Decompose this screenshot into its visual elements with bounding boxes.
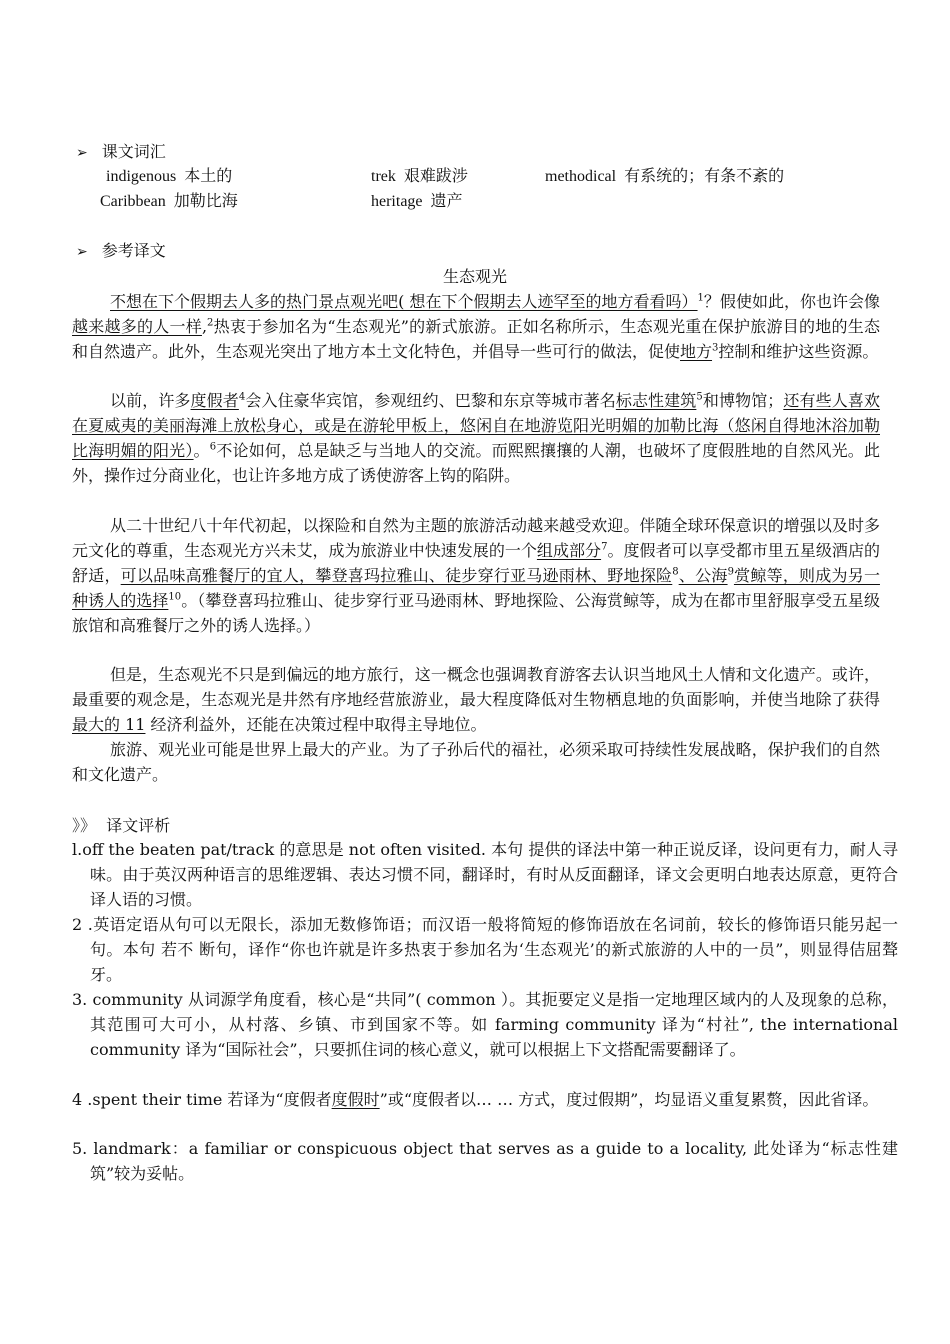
article-title: 生态观光 bbox=[442, 267, 507, 286]
article-paragraph-3 bbox=[72, 513, 880, 638]
note-number: 4 . bbox=[72, 1090, 93, 1109]
vocab-term: trek bbox=[371, 168, 396, 185]
article-paragraph-5 bbox=[72, 737, 880, 787]
underlined-phrase: 度假者 bbox=[190, 391, 239, 410]
vocab-item bbox=[100, 188, 238, 214]
vocab-term: heritage bbox=[371, 193, 423, 210]
note-ref: 10 bbox=[168, 591, 182, 603]
note-ref: 3 bbox=[712, 342, 719, 354]
underlined-phrase: 不想在下个假期去人多的热门景点观光吧( 想在下个假期去人迹罕至的地方看看吗） bbox=[110, 292, 698, 311]
note-text: landmark：a familiar or conspicuous object that serves as a guide to a locality, 此处译为“标志性建筑”较为妥帖。 bbox=[87, 1139, 898, 1183]
note-ref: 5 bbox=[696, 391, 703, 403]
vocab-term: indigenous bbox=[106, 168, 177, 185]
arrow-bullet-icon: ➢ bbox=[76, 145, 88, 161]
article-paragraph-4 bbox=[72, 662, 880, 737]
note-item-5 bbox=[72, 1136, 898, 1186]
note-item-2 bbox=[72, 912, 898, 987]
article-paragraph-2 bbox=[72, 388, 880, 488]
note-item-4 bbox=[72, 1087, 898, 1112]
text: 从二十世纪八十年代初起，以探险和自然为主题的旅游活动越来越受欢迎。伴随全球环保意识的增强以及时多元文化的尊重，生态观光方兴未艾，成为旅游业中快速发展的一个 bbox=[72, 516, 880, 560]
note-item-1 bbox=[72, 837, 898, 912]
note-ref: 8 bbox=[672, 566, 679, 578]
note-number: 2 . bbox=[72, 915, 93, 934]
translation-heading-text: 参考译文 bbox=[101, 241, 166, 260]
text: 以前，许多 bbox=[110, 391, 191, 410]
vocab-section-heading bbox=[76, 139, 166, 166]
note-ref: 1 bbox=[697, 292, 704, 304]
arrow-bullet-icon: ➢ bbox=[76, 244, 88, 260]
underlined-phrase: 标志性建筑 bbox=[615, 391, 697, 410]
text: 和博物馆； bbox=[702, 391, 784, 410]
note-ref: 4 bbox=[238, 391, 246, 403]
text: 。（攀登喜玛拉雅山、徒步穿行亚马逊雨林、野地探险、公海赏鲸等，成为在都市里舒服享受五星级旅馆和高雅餐厅之外的诱人选择。） bbox=[72, 591, 880, 635]
notes-section-heading bbox=[72, 813, 170, 838]
note-ref: 2 bbox=[207, 317, 214, 329]
note-text: spent their time 若译为“度假者 bbox=[92, 1090, 332, 1109]
translation-section-heading bbox=[76, 238, 166, 265]
vocab-meaning: 有系统的；有条不紊的 bbox=[624, 166, 785, 185]
vocab-term: methodical bbox=[545, 168, 617, 185]
text: 经济利益外，还能在决策过程中取得主导地位。 bbox=[145, 715, 487, 734]
vocab-meaning: 艰难跋涉 bbox=[403, 166, 468, 185]
underlined-phrase: 度假时 bbox=[331, 1090, 380, 1109]
underlined-phrase: 地方 bbox=[680, 342, 713, 361]
vocab-heading-text: 课文词汇 bbox=[101, 142, 166, 161]
note-ref: 7 bbox=[601, 541, 608, 553]
note-number: l. bbox=[72, 840, 83, 859]
note-text: community 从词源学角度看，核心是“共同”( common ）。其扼要定义是指一定地理区域内的人及现象的总称，其范围可大可小，从村落、乡镇、市到国家不等。如 farming community 译为“村社”, the international community 译为“国际社会”，只要抓住词的核心意义，就可以根据上下文搭配需要翻译了。 bbox=[87, 990, 898, 1059]
text: ？假使如此，你也许会像 bbox=[703, 292, 880, 311]
note-ref: 6 bbox=[209, 441, 217, 453]
vocab-item bbox=[371, 163, 468, 189]
text: , bbox=[201, 317, 208, 336]
article-paragraph-1 bbox=[72, 289, 880, 364]
vocab-item bbox=[371, 188, 463, 214]
text: 旅游、观光业可能是世界上最大的产业。为了子孙后代的福社，必须采取可持续性发展战略，保护我们的自然和文化遗产。 bbox=[72, 740, 880, 784]
underlined-phrase: 、公海 bbox=[678, 566, 728, 585]
vocab-meaning: 遗产 bbox=[430, 191, 463, 210]
vocab-item bbox=[545, 163, 784, 189]
note-number: 5. bbox=[72, 1139, 88, 1158]
double-chevron-icon: 》》 bbox=[72, 816, 97, 835]
notes-heading-text: 译文评析 bbox=[106, 816, 171, 835]
text: 不论如何，总是缺乏与当地人的交流。而熙熙攘攘的人潮，也破坏了度假胜地的自然风光。此外，操作过分商业化，也让许多地方成了诱使游客上钩的陷阱。 bbox=[72, 441, 880, 485]
text: 。度假者可以享受都市里五星级酒店的舒适， bbox=[72, 541, 880, 585]
text: 控制和维护这些资源。 bbox=[718, 342, 879, 361]
underlined-phrase: 还有些人喜欢在夏威夷的美丽海滩上放松身心，或是在游轮甲板上，悠闲自在地游览阳光明媚的加勒比海（悠闲自得地沐浴加勒比海明媚的阳光） bbox=[72, 391, 880, 460]
text: 会入住豪华宾馆，参观纽约、巴黎和东京等城市著名 bbox=[245, 391, 616, 410]
underlined-phrase: 可以品味高雅餐厅的宜人，攀登喜玛拉雅山、徒步穿行亚马逊雨林、野地探险 bbox=[120, 566, 673, 585]
note-item-3 bbox=[72, 987, 898, 1062]
text: 。 bbox=[193, 441, 210, 460]
note-text: ”或“度假者以… … 方式，度过假期”，均显语义重复累赘，因此省译。 bbox=[379, 1090, 879, 1109]
note-number: 3. bbox=[72, 990, 88, 1009]
underlined-phrase: 最大的 bbox=[72, 715, 121, 734]
note-text: off the beaten pat/track 的意思是 not often visited. 本句 提供的译法中第一种正说反译，设问更有力，耐人寻味。由于英汉两种语言的思维逻辑、表达习惯不同，翻译时，有时从反面翻译，译文会更明白地表达原意，更符合译人语的习惯。 bbox=[82, 840, 898, 909]
text: 热衷于参加名为“生态观光”的新式旅游。正如名称所示，生态观光重在保护旅游目的地的生态和自然遗产。此外，生态观光突出了地方本土文化特色，并倡导一些可行的做法，促使 bbox=[72, 317, 880, 361]
underlined-phrase: 组成部分 bbox=[536, 541, 602, 560]
vocab-item bbox=[106, 163, 232, 189]
vocab-term: Caribbean bbox=[100, 193, 166, 210]
note-ref-inline: 11 bbox=[120, 715, 146, 734]
note-text: 英语定语从句可以无限长，添加无数修饰语；而汉语一般将简短的修饰语放在名词前，较长的修饰语只能另起一句。本句 若不 断句，译作“你也许就是许多热衷于参加名为‘生态观光’的新式旅游的人中的一员”，则显得佶屈聱牙。 bbox=[90, 915, 898, 984]
vocab-meaning: 本土的 bbox=[184, 166, 233, 185]
note-ref: 9 bbox=[727, 566, 734, 578]
underlined-phrase: 越来越多的人一样 bbox=[72, 317, 202, 336]
underlined-phrase: 赏鲸等，则成为另一种诱人的选择 bbox=[72, 566, 880, 610]
vocab-meaning: 加勒比海 bbox=[173, 191, 238, 210]
text: 但是，生态观光不只是到偏远的地方旅行，这一概念也强调教育游客去认识当地风土人情和文化遗产。或许，最重要的观念是，生态观光是井然有序地经营旅游业，最大程度降低对生物栖息地的负面影响，并使当地除了获得 bbox=[72, 665, 880, 709]
